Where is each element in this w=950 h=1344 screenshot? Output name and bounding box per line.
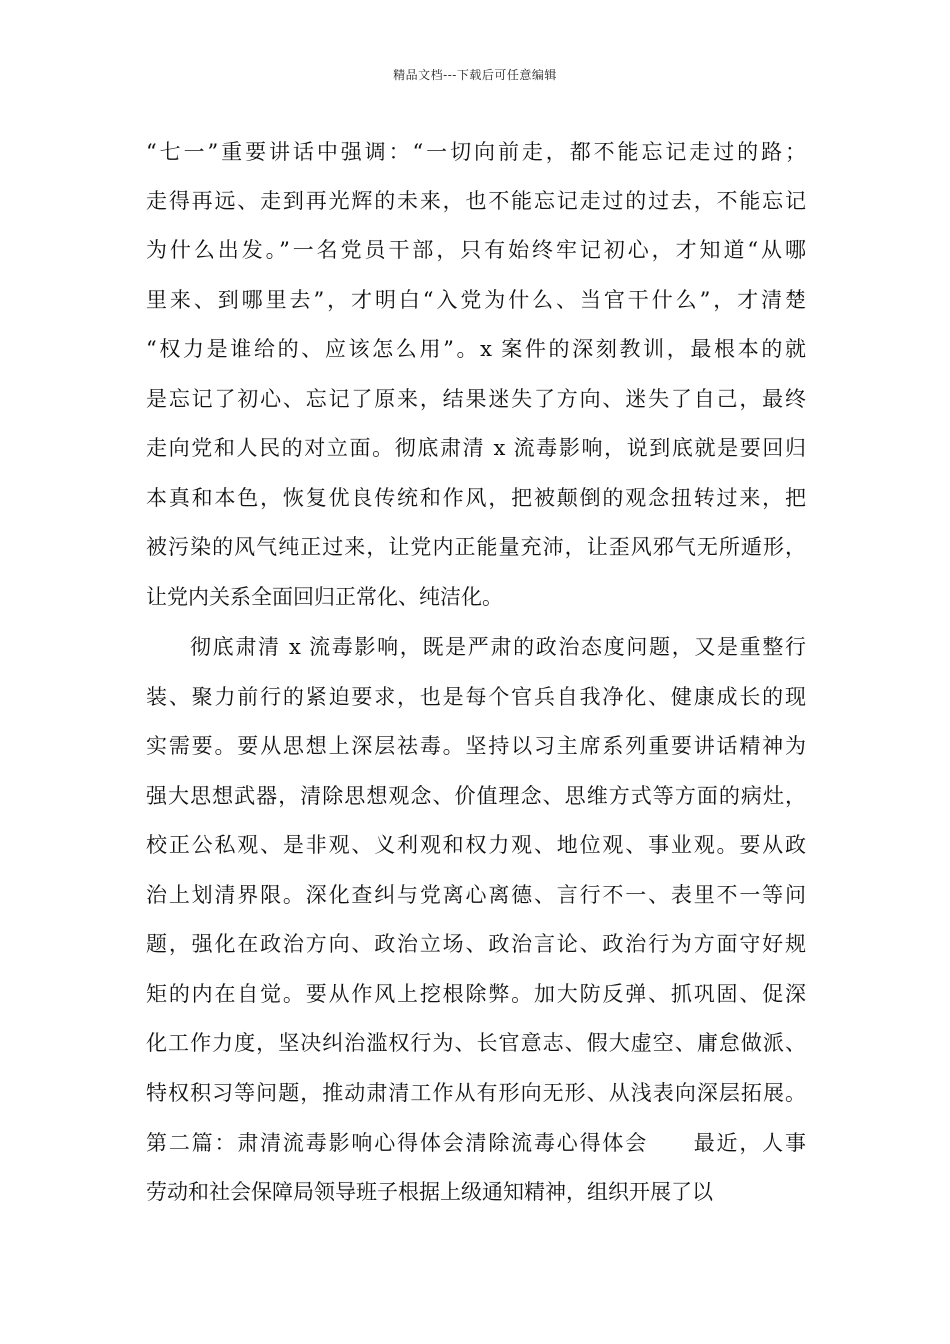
body-line-21: 第二篇：肃清流毒影响心得体会清除流毒心得体会 最近，人事 bbox=[146, 1131, 806, 1155]
body-line-17: 题，强化在政治方向、政治立场、政治言论、政治行为方面守好规 bbox=[146, 932, 806, 956]
body-line-3: 为什么出发。”一名党员干部，只有始终牢记初心，才知道“从哪 bbox=[146, 238, 806, 262]
body-line-12: 装、聚力前行的紧迫要求，也是每个官兵自我净化、健康成长的现 bbox=[146, 685, 806, 709]
body-line-4: 里来、到哪里去”，才明白“入党为什么、当官干什么”，才清楚 bbox=[146, 288, 806, 312]
body-line-13: 实需要。要从思想上深层祛毒。坚持以习主席系列重要讲话精神为 bbox=[146, 734, 806, 758]
body-line-14: 强大思想武器，清除思想观念、价值理念、思维方式等方面的病灶， bbox=[146, 784, 806, 808]
page-header-note: 精品文档---下载后可任意编辑 bbox=[393, 68, 557, 82]
body-line-2: 走得再远、走到再光辉的未来，也不能忘记走过的过去，不能忘记 bbox=[146, 189, 806, 213]
body-line-10: 让党内关系全面回归正常化、纯洁化。 bbox=[146, 585, 503, 609]
body-line-9: 被污染的风气纯正过来，让党内正能量充沛，让歪风邪气无所遁形， bbox=[146, 535, 806, 559]
body-line-19: 化工作力度，坚决纠治滥权行为、长官意志、假大虚空、庸怠做派、 bbox=[146, 1031, 806, 1055]
body-line-8: 本真和本色，恢复优良传统和作风，把被颠倒的观念扭转过来，把 bbox=[146, 486, 806, 510]
body-line-5: “权力是谁给的、应该怎么用”。x 案件的深刻教训，最根本的就 bbox=[146, 337, 806, 361]
body-line-22: 劳动和社会保障局领导班子根据上级通知精神，组织开展了以 bbox=[146, 1180, 713, 1204]
body-line-6: 是忘记了初心、忘记了原来，结果迷失了方向、迷失了自己，最终 bbox=[146, 387, 806, 411]
body-line-18: 矩的内在自觉。要从作风上挖根除弊。加大防反弹、抓巩固、促深 bbox=[146, 982, 806, 1006]
body-line-16: 治上划清界限。深化查纠与党离心离德、言行不一、表里不一等问 bbox=[146, 883, 806, 907]
body-line-11: 彻底肃清 x 流毒影响，既是严肃的政治态度问题，又是重整行 bbox=[190, 635, 806, 659]
body-line-1: “七一”重要讲话中强调：“一切向前走，都不能忘记走过的路； bbox=[146, 140, 806, 164]
body-line-7: 走向党和人民的对立面。彻底肃清 x 流毒影响，说到底就是要回归 bbox=[146, 436, 806, 460]
body-line-15: 校正公私观、是非观、义利观和权力观、地位观、事业观。要从政 bbox=[146, 833, 806, 857]
body-line-20: 特权积习等问题，推动肃清工作从有形向无形、从浅表向深层拓展。 bbox=[146, 1081, 806, 1105]
